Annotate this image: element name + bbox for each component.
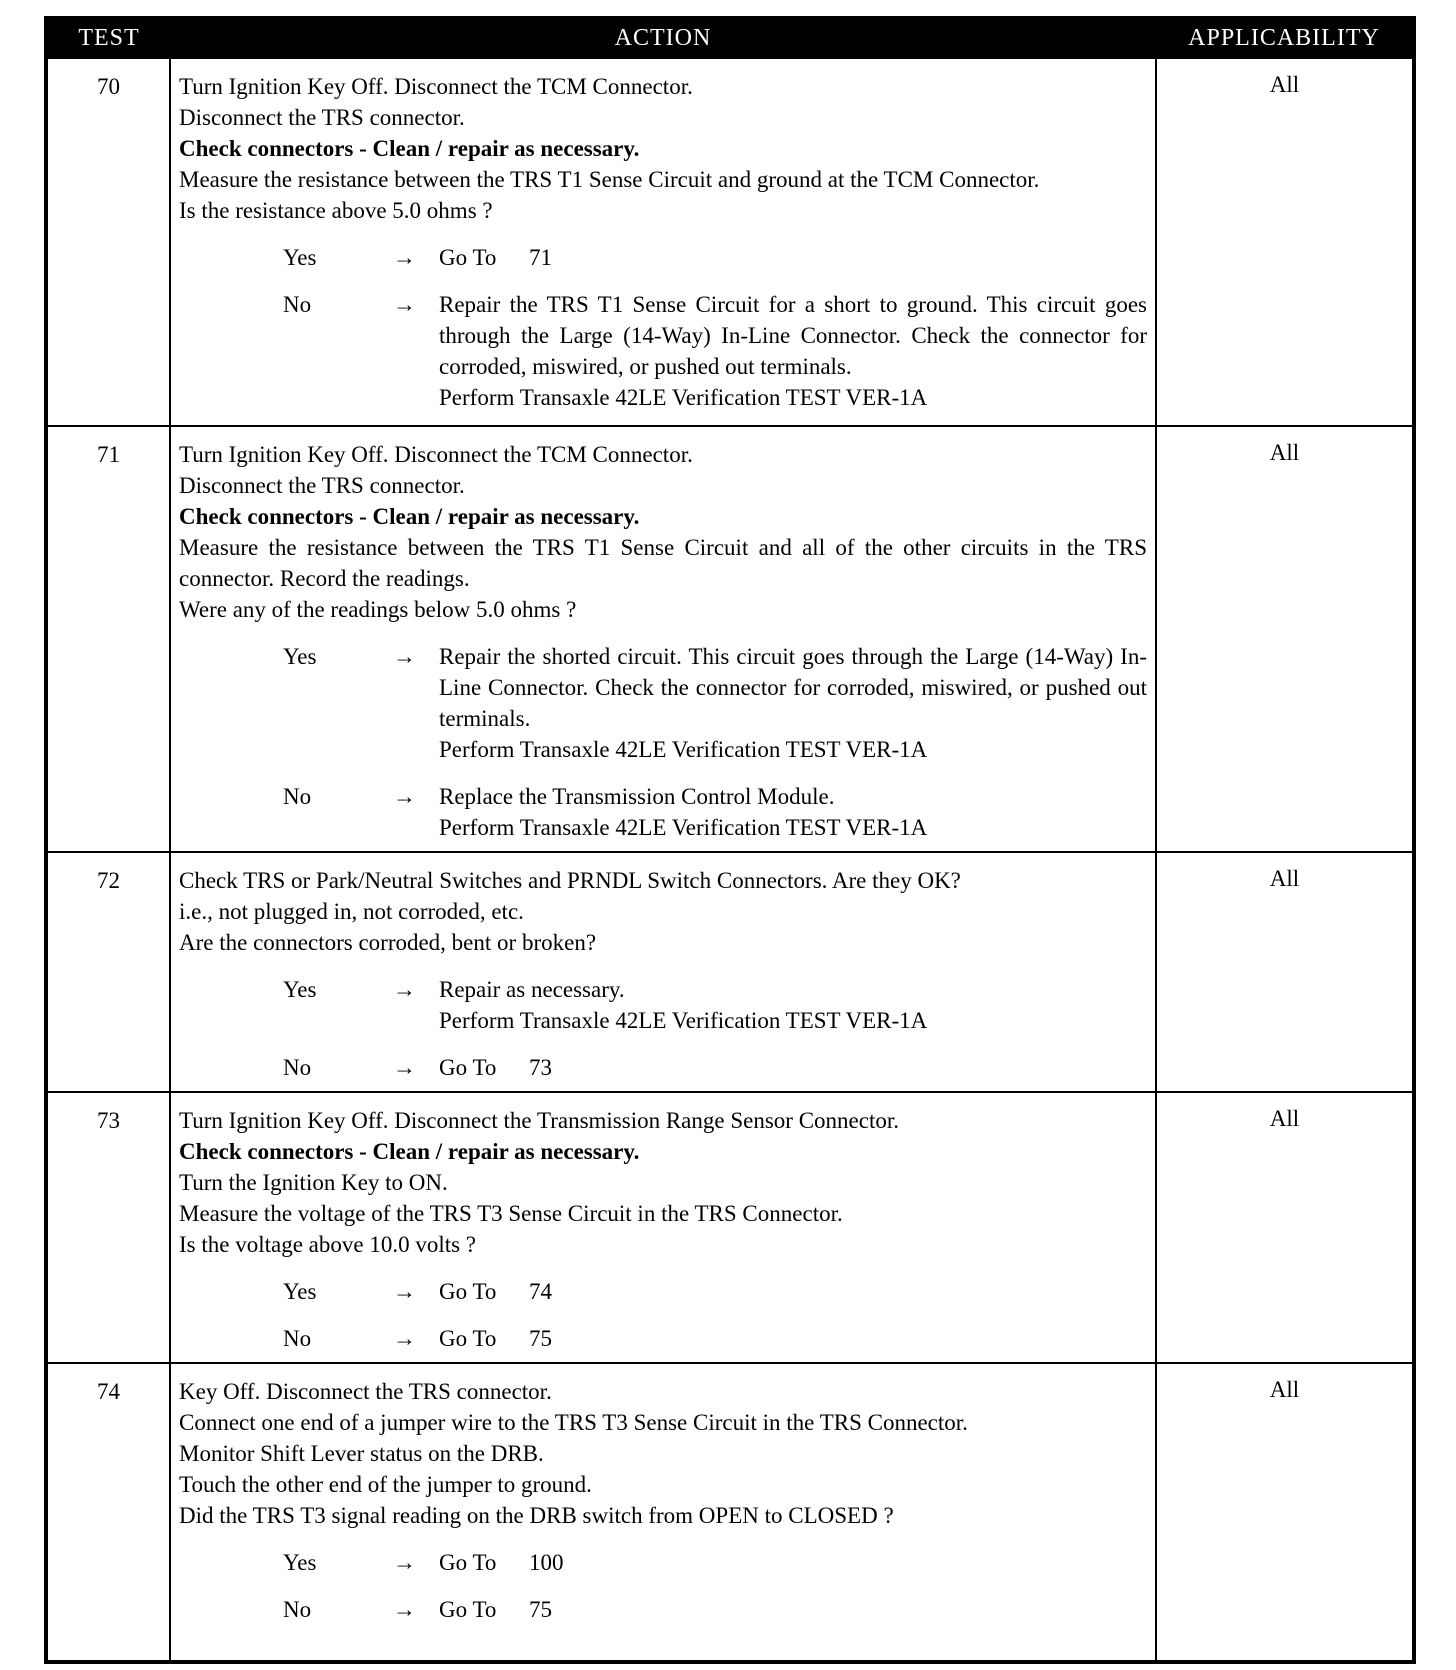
right-arrow-icon: → bbox=[393, 1055, 416, 1080]
action-line: Check TRS or Park/Neutral Switches and PRNDL Switch Connectors. Are they OK? bbox=[179, 868, 961, 893]
action-cell bbox=[170, 1092, 1156, 1363]
applicability-value: All bbox=[1156, 1363, 1414, 1662]
test-number: 72 bbox=[46, 852, 170, 1092]
goto-number: 74 bbox=[529, 1279, 552, 1304]
yes-branch bbox=[179, 242, 1147, 273]
action-line: Monitor Shift Lever status on the DRB. bbox=[179, 1441, 544, 1466]
goto-number: 75 bbox=[529, 1597, 552, 1622]
header-action: ACTION bbox=[170, 18, 1156, 58]
right-arrow-icon: → bbox=[393, 1326, 416, 1351]
goto-label: Go To bbox=[439, 1055, 497, 1080]
yes-branch bbox=[179, 1547, 1147, 1578]
action-line: Connect one end of a jumper wire to the TRS T3 Sense Circuit in the TRS Connector. bbox=[179, 1410, 968, 1435]
action-line: Disconnect the TRS connector. bbox=[179, 105, 465, 130]
right-arrow-icon: → bbox=[393, 292, 416, 317]
no-branch bbox=[179, 781, 1147, 843]
action-line: Disconnect the TRS connector. bbox=[179, 473, 465, 498]
goto-label: Go To bbox=[439, 1326, 497, 1351]
branch-line: Perform Transaxle 42LE Verification TEST VER-1A bbox=[439, 385, 928, 410]
action-cell bbox=[170, 1363, 1156, 1662]
diagnostic-test-table bbox=[44, 16, 1416, 1664]
action-line: Measure the resistance between the TRS T1 Sense Circuit and all of the other circuits in the TRS connector. Record the readings. bbox=[179, 535, 1147, 591]
right-arrow-icon: → bbox=[393, 1550, 416, 1575]
action-line: Turn Ignition Key Off. Disconnect the TCM Connector. bbox=[179, 74, 693, 99]
question-line: Is the resistance above 5.0 ohms ? bbox=[179, 198, 493, 223]
table-row-70 bbox=[46, 58, 1414, 426]
branch-line: Repair the TRS T1 Sense Circuit for a short to ground. This circuit goes through the Large (14-Way) In-Line Connector. Check the connector for corroded, miswired, or pushed out terminals. bbox=[439, 292, 1147, 379]
no-branch bbox=[179, 1594, 1147, 1625]
yes-branch bbox=[179, 641, 1147, 765]
branch-line: Perform Transaxle 42LE Verification TEST VER-1A bbox=[439, 815, 928, 840]
right-arrow-icon: → bbox=[393, 1597, 416, 1622]
action-cell bbox=[170, 852, 1156, 1092]
question-line: Were any of the readings below 5.0 ohms ? bbox=[179, 597, 577, 622]
no-branch bbox=[179, 289, 1147, 413]
action-line: i.e., not plugged in, not corroded, etc. bbox=[179, 899, 524, 924]
goto-number: 100 bbox=[529, 1550, 564, 1575]
yes-branch bbox=[179, 1276, 1147, 1307]
action-line: Measure the resistance between the TRS T1 Sense Circuit and ground at the TCM Connector. bbox=[179, 167, 1040, 192]
goto-label: Go To bbox=[439, 1550, 497, 1575]
table-header-row bbox=[46, 18, 1414, 58]
question-line: Did the TRS T3 signal reading on the DRB switch from OPEN to CLOSED ? bbox=[179, 1503, 894, 1528]
goto-label: Go To bbox=[439, 1279, 497, 1304]
yes-branch bbox=[179, 974, 1147, 1036]
goto-label: Go To bbox=[439, 245, 497, 270]
right-arrow-icon: → bbox=[393, 245, 416, 270]
applicability-value: All bbox=[1156, 1092, 1414, 1363]
action-line: Touch the other end of the jumper to ground. bbox=[179, 1472, 592, 1497]
table-row-73 bbox=[46, 1092, 1414, 1363]
check-connectors-line: Check connectors - Clean / repair as necessary. bbox=[179, 504, 640, 529]
yes-label: Yes bbox=[283, 245, 317, 270]
action-line: Key Off. Disconnect the TRS connector. bbox=[179, 1379, 552, 1404]
action-cell bbox=[170, 58, 1156, 426]
yes-label: Yes bbox=[283, 1279, 317, 1304]
action-line: Turn Ignition Key Off. Disconnect the Transmission Range Sensor Connector. bbox=[179, 1108, 899, 1133]
no-label: No bbox=[283, 1055, 312, 1080]
test-number: 70 bbox=[46, 58, 170, 426]
no-branch bbox=[179, 1323, 1147, 1354]
no-label: No bbox=[283, 1597, 312, 1622]
yes-label: Yes bbox=[283, 644, 317, 669]
goto-number: 75 bbox=[529, 1326, 552, 1351]
check-connectors-line: Check connectors - Clean / repair as necessary. bbox=[179, 1139, 640, 1164]
action-line: Turn the Ignition Key to ON. bbox=[179, 1170, 448, 1195]
branch-line: Repair the shorted circuit. This circuit goes through the Large (14-Way) In-Line Connector. Check the connector for corroded, miswired, or pushed out terminals. bbox=[439, 644, 1147, 731]
no-label: No bbox=[283, 784, 312, 809]
table-row-74 bbox=[46, 1363, 1414, 1662]
applicability-value: All bbox=[1156, 58, 1414, 426]
check-connectors-line: Check connectors - Clean / repair as necessary. bbox=[179, 136, 640, 161]
branch-line: Repair as necessary. bbox=[439, 977, 625, 1002]
applicability-value: All bbox=[1156, 852, 1414, 1092]
header-test: TEST bbox=[46, 18, 170, 58]
action-line: Turn Ignition Key Off. Disconnect the TCM Connector. bbox=[179, 442, 693, 467]
no-branch bbox=[179, 1052, 1147, 1083]
test-number: 74 bbox=[46, 1363, 170, 1662]
branch-line: Perform Transaxle 42LE Verification TEST VER-1A bbox=[439, 1008, 928, 1033]
question-line: Is the voltage above 10.0 volts ? bbox=[179, 1232, 477, 1257]
branch-line: Perform Transaxle 42LE Verification TEST VER-1A bbox=[439, 737, 928, 762]
goto-number: 73 bbox=[529, 1055, 552, 1080]
right-arrow-icon: → bbox=[393, 977, 416, 1002]
yes-label: Yes bbox=[283, 977, 317, 1002]
goto-number: 71 bbox=[529, 245, 552, 270]
branch-line: Replace the Transmission Control Module. bbox=[439, 784, 835, 809]
table-row-71 bbox=[46, 426, 1414, 852]
goto-label: Go To bbox=[439, 1597, 497, 1622]
yes-label: Yes bbox=[283, 1550, 317, 1575]
applicability-value: All bbox=[1156, 426, 1414, 852]
no-label: No bbox=[283, 1326, 312, 1351]
right-arrow-icon: → bbox=[393, 1279, 416, 1304]
question-line: Are the connectors corroded, bent or broken? bbox=[179, 930, 597, 955]
header-applicability: APPLICABILITY bbox=[1156, 18, 1414, 58]
right-arrow-icon: → bbox=[393, 784, 416, 809]
action-line: Measure the voltage of the TRS T3 Sense Circuit in the TRS Connector. bbox=[179, 1201, 843, 1226]
test-number: 71 bbox=[46, 426, 170, 852]
test-number: 73 bbox=[46, 1092, 170, 1363]
table-row-72 bbox=[46, 852, 1414, 1092]
action-cell bbox=[170, 426, 1156, 852]
right-arrow-icon: → bbox=[393, 644, 416, 669]
no-label: No bbox=[283, 292, 312, 317]
